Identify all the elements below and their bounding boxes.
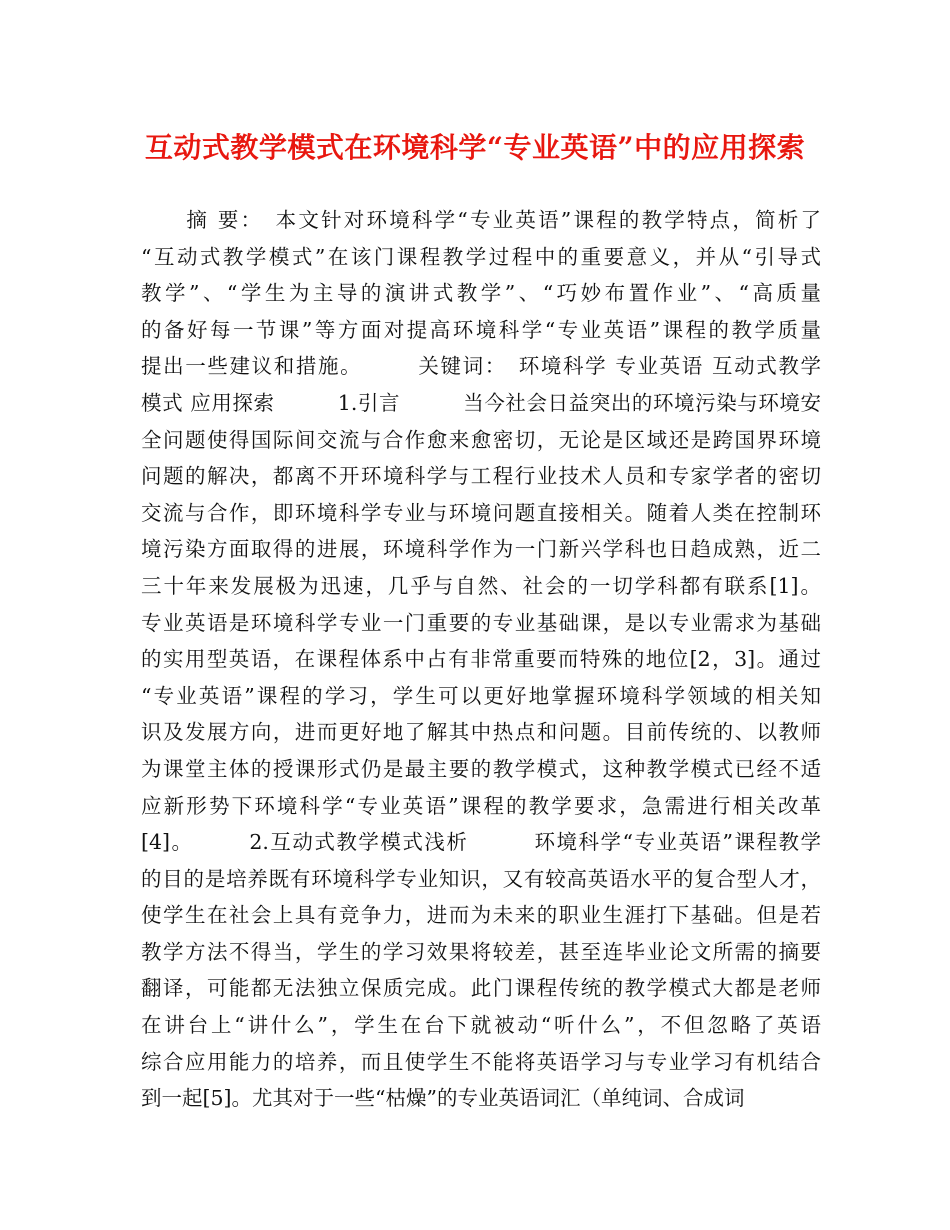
body-line: “专业英语”课程的学习，学生可以更好地掌握环境科学领域的相关知 bbox=[141, 683, 821, 708]
document-title: 互动式教学模式在环境科学“专业英语”中的应用探索 bbox=[144, 131, 806, 164]
body-line: 识及发展方向，进而更好地了解其中热点和问题。目前传统的、以教师 bbox=[141, 720, 821, 745]
body-line: 的备好每一节课”等方面对提高环境科学“专业英语”课程的教学质量 bbox=[141, 317, 821, 342]
body-line: 使学生在社会上具有竞争力，进而为未来的职业生涯打下基础。但是若 bbox=[141, 903, 821, 928]
body-line: 翻译，可能都无法独立保质完成。此门课程传统的教学模式大都是老师 bbox=[141, 976, 821, 1001]
body-line: 三十年来发展极为迅速，几乎与自然、社会的一切学科都有联系[1]。 bbox=[141, 573, 821, 598]
body-line: 境污染方面取得的进展，环境科学作为一门新兴学科也日趋成熟，近二 bbox=[141, 537, 821, 562]
body-line: 的实用型英语，在课程体系中占有非常重要而特殊的地位[2，3]。通过 bbox=[141, 647, 821, 672]
body-line: 的目的是培养既有环境科学专业知识，又有较高英语水平的复合型人才， bbox=[141, 866, 821, 891]
body-line: 摘 要： 本文针对环境科学“专业英语”课程的教学特点，简析了 bbox=[141, 208, 821, 232]
body-line: [4]。 2.互动式教学模式浅析 环境科学“专业英语”课程教学 bbox=[141, 830, 821, 855]
body-line: 到一起[5]。尤其对于一些“枯燥”的专业英语词汇（单纯词、合成词 bbox=[141, 1086, 745, 1111]
body-line: “互动式教学模式”在该门课程教学过程中的重要意义，并从“引导式 bbox=[141, 244, 821, 269]
body-line: 应新形势下环境科学“专业英语”课程的教学要求，急需进行相关改革 bbox=[141, 793, 821, 818]
body-line: 模式 应用探索 1.引言 当今社会日益突出的环境污染与环境安 bbox=[141, 390, 821, 415]
document-body bbox=[141, 202, 821, 1117]
body-line: 专业英语是环境科学专业一门重要的专业基础课，是以专业需求为基础 bbox=[141, 610, 821, 635]
body-line: 提出一些建议和措施。 关键词： 环境科学 专业英语 互动式教学 bbox=[141, 354, 821, 379]
body-line: 问题的解决，都离不开环境科学与工程行业技术人员和专家学者的密切 bbox=[141, 464, 821, 489]
body-line: 交流与合作，即环境科学专业与环境问题直接相关。随着人类在控制环 bbox=[141, 500, 821, 525]
body-line: 教学”、“学生为主导的演讲式教学”、“巧妙布置作业”、“高质量 bbox=[141, 281, 821, 306]
body-line: 综合应用能力的培养，而且使学生不能将英语学习与专业学习有机结合 bbox=[141, 1049, 821, 1074]
body-line: 教学方法不得当，学生的学习效果将较差，甚至连毕业论文所需的摘要 bbox=[141, 939, 821, 964]
body-line: 在讲台上“讲什么”，学生在台下就被动“听什么”，不但忽略了英语 bbox=[141, 1013, 821, 1038]
body-line: 全问题使得国际间交流与合作愈来愈密切，无论是区域还是跨国界环境 bbox=[141, 427, 821, 452]
body-line: 为课堂主体的授课形式仍是最主要的教学模式，这种教学模式已经不适 bbox=[141, 756, 821, 781]
